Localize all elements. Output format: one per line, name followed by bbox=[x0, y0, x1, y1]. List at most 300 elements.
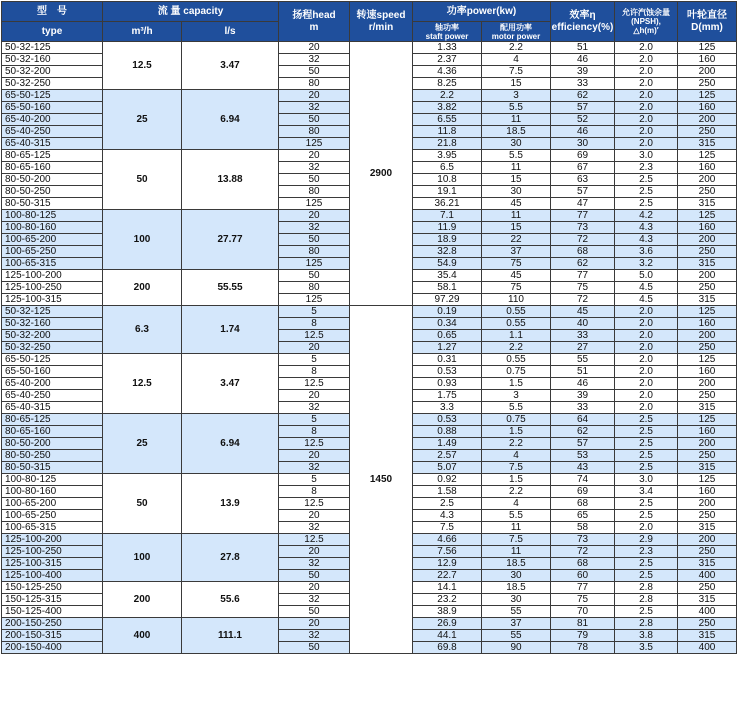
capacity-m3h-cell: 200 bbox=[103, 582, 182, 618]
pump-type-cell: 100-65-250 bbox=[2, 510, 103, 522]
efficiency-cell: 77 bbox=[551, 582, 615, 594]
motor-power-cell: 22 bbox=[482, 234, 551, 246]
head-cell: 20 bbox=[279, 42, 350, 54]
head-cell: 12.5 bbox=[279, 498, 350, 510]
shaft-power-cell: 21.8 bbox=[413, 138, 482, 150]
motor-power-cell: 4 bbox=[482, 498, 551, 510]
shaft-power-cell: 1.49 bbox=[413, 438, 482, 450]
shaft-power-cell: 3.95 bbox=[413, 150, 482, 162]
diameter-cell: 125 bbox=[678, 306, 737, 318]
pump-type-cell: 125-100-250 bbox=[2, 282, 103, 294]
motor-power-cell: 2.2 bbox=[482, 342, 551, 354]
diameter-cell: 200 bbox=[678, 330, 737, 342]
pump-type-cell: 50-32-160 bbox=[2, 54, 103, 66]
diameter-cell: 160 bbox=[678, 162, 737, 174]
diameter-cell: 160 bbox=[678, 366, 737, 378]
shaft-power-cell: 69.8 bbox=[413, 642, 482, 654]
diameter-cell: 315 bbox=[678, 294, 737, 306]
npsh-cell: 3.5 bbox=[615, 642, 678, 654]
diameter-cell: 200 bbox=[678, 114, 737, 126]
head-cell: 12.5 bbox=[279, 534, 350, 546]
motor-power-cell: 90 bbox=[482, 642, 551, 654]
shaft-power-cell: 26.9 bbox=[413, 618, 482, 630]
motor-power-cell: 18.5 bbox=[482, 126, 551, 138]
npsh-cell: 2.0 bbox=[615, 390, 678, 402]
shaft-power-cell: 0.31 bbox=[413, 354, 482, 366]
npsh-header bbox=[615, 2, 678, 42]
efficiency-cell: 73 bbox=[551, 222, 615, 234]
head-cell: 32 bbox=[279, 102, 350, 114]
motor-power-cell: 15 bbox=[482, 222, 551, 234]
head-cell: 12.5 bbox=[279, 438, 350, 450]
head-cell: 125 bbox=[279, 198, 350, 210]
capacity-m3h-cell: 25 bbox=[103, 90, 182, 150]
motor-power-cell: 45 bbox=[482, 198, 551, 210]
npsh-cell: 2.0 bbox=[615, 366, 678, 378]
capacity-ls-cell: 6.94 bbox=[182, 90, 279, 150]
efficiency-cell: 51 bbox=[551, 366, 615, 378]
diameter-cell: 125 bbox=[678, 42, 737, 54]
efficiency-cell: 77 bbox=[551, 270, 615, 282]
capacity-m3h-cell: 6.3 bbox=[103, 306, 182, 354]
npsh-cell: 2.0 bbox=[615, 90, 678, 102]
pump-type-cell: 200-150-315 bbox=[2, 630, 103, 642]
efficiency-cell: 63 bbox=[551, 174, 615, 186]
npsh-cell: 3.4 bbox=[615, 486, 678, 498]
diameter-cell: 125 bbox=[678, 150, 737, 162]
efficiency-cell: 52 bbox=[551, 114, 615, 126]
npsh-cell: 2.5 bbox=[615, 558, 678, 570]
capacity-m3h-cell: 50 bbox=[103, 474, 182, 534]
head-cell: 50 bbox=[279, 570, 350, 582]
motor-power-cell: 45 bbox=[482, 270, 551, 282]
npsh-cell: 2.3 bbox=[615, 546, 678, 558]
motor-power-cell: 55 bbox=[482, 606, 551, 618]
motor-power-cell: 5.5 bbox=[482, 102, 551, 114]
head-cell: 20 bbox=[279, 582, 350, 594]
capacity-ls-cell: 13.88 bbox=[182, 150, 279, 210]
motor-power-cell: 30 bbox=[482, 186, 551, 198]
motor-power-cell: 2.2 bbox=[482, 42, 551, 54]
efficiency-cell: 33 bbox=[551, 78, 615, 90]
shaft-power-cell: 6.55 bbox=[413, 114, 482, 126]
shaft-power-cell: 32.8 bbox=[413, 246, 482, 258]
npsh-header-cn: 允许汽蚀余量 bbox=[622, 8, 671, 17]
head-cell: 20 bbox=[279, 90, 350, 102]
pump-type-cell: 65-40-200 bbox=[2, 378, 103, 390]
speed-header-unit: r/min bbox=[368, 21, 394, 33]
npsh-cell: 2.5 bbox=[615, 606, 678, 618]
capacity-header: 流 量 capacity bbox=[103, 2, 279, 22]
efficiency-cell: 68 bbox=[551, 498, 615, 510]
shaft-power-cell: 44.1 bbox=[413, 630, 482, 642]
npsh-cell: 4.5 bbox=[615, 282, 678, 294]
head-cell: 80 bbox=[279, 186, 350, 198]
npsh-cell: 2.0 bbox=[615, 330, 678, 342]
pump-type-cell: 65-40-250 bbox=[2, 390, 103, 402]
capacity-ls-cell: 55.6 bbox=[182, 582, 279, 618]
motor-power-cell: 2.2 bbox=[482, 486, 551, 498]
efficiency-cell: 55 bbox=[551, 354, 615, 366]
capacity-m3h-cell: 12.5 bbox=[103, 42, 182, 90]
type-header-cn: 型 号 bbox=[2, 2, 103, 22]
shaft-power-cell: 7.1 bbox=[413, 210, 482, 222]
motor-power-cell: 11 bbox=[482, 210, 551, 222]
efficiency-header-cn: 效率η bbox=[569, 9, 596, 21]
pump-type-cell: 50-32-125 bbox=[2, 306, 103, 318]
npsh-cell: 2.8 bbox=[615, 594, 678, 606]
pump-type-cell: 80-50-250 bbox=[2, 186, 103, 198]
capacity-ls-cell: 6.94 bbox=[182, 414, 279, 474]
pump-type-cell: 65-40-250 bbox=[2, 126, 103, 138]
efficiency-cell: 68 bbox=[551, 246, 615, 258]
efficiency-cell: 62 bbox=[551, 90, 615, 102]
head-cell: 8 bbox=[279, 366, 350, 378]
npsh-cell: 3.0 bbox=[615, 150, 678, 162]
motor-power-cell: 7.5 bbox=[482, 462, 551, 474]
motor-power-cell: 37 bbox=[482, 618, 551, 630]
shaft-power-cell: 22.7 bbox=[413, 570, 482, 582]
shaft-power-cell: 1.75 bbox=[413, 390, 482, 402]
motor-power-cell: 2.2 bbox=[482, 438, 551, 450]
diameter-cell: 250 bbox=[678, 582, 737, 594]
pump-type-cell: 50-32-250 bbox=[2, 78, 103, 90]
diameter-cell: 200 bbox=[678, 378, 737, 390]
speed-cell: 2900 bbox=[350, 42, 413, 306]
shaft-power-cell: 2.37 bbox=[413, 54, 482, 66]
diameter-header bbox=[678, 2, 737, 42]
npsh-cell: 2.5 bbox=[615, 450, 678, 462]
npsh-cell: 2.0 bbox=[615, 78, 678, 90]
efficiency-cell: 79 bbox=[551, 630, 615, 642]
npsh-header-en: (NPSH), bbox=[631, 17, 661, 26]
shaft-power-cell: 4.3 bbox=[413, 510, 482, 522]
npsh-cell: 2.0 bbox=[615, 378, 678, 390]
motor-power-cell: 15 bbox=[482, 78, 551, 90]
efficiency-cell: 70 bbox=[551, 606, 615, 618]
diameter-cell: 315 bbox=[678, 402, 737, 414]
efficiency-cell: 51 bbox=[551, 42, 615, 54]
npsh-cell: 2.5 bbox=[615, 186, 678, 198]
pump-type-cell: 100-80-160 bbox=[2, 222, 103, 234]
motor-power-cell: 0.55 bbox=[482, 354, 551, 366]
head-cell: 32 bbox=[279, 54, 350, 66]
shaft-power-cell: 11.8 bbox=[413, 126, 482, 138]
capacity-m3h-cell: 100 bbox=[103, 210, 182, 270]
npsh-cell: 2.5 bbox=[615, 462, 678, 474]
head-cell: 50 bbox=[279, 606, 350, 618]
shaft-power-cell: 1.58 bbox=[413, 486, 482, 498]
head-cell: 20 bbox=[279, 510, 350, 522]
diameter-cell: 160 bbox=[678, 222, 737, 234]
head-cell: 32 bbox=[279, 558, 350, 570]
npsh-cell: 2.5 bbox=[615, 174, 678, 186]
npsh-cell: 2.0 bbox=[615, 66, 678, 78]
diameter-cell: 200 bbox=[678, 270, 737, 282]
capacity-ls-cell: 1.74 bbox=[182, 306, 279, 354]
shaft-power-cell: 4.66 bbox=[413, 534, 482, 546]
capacity-ls-cell: 55.55 bbox=[182, 270, 279, 306]
npsh-cell: 2.5 bbox=[615, 438, 678, 450]
pump-type-cell: 100-80-125 bbox=[2, 210, 103, 222]
diameter-cell: 315 bbox=[678, 462, 737, 474]
motor-power-cell: 55 bbox=[482, 630, 551, 642]
motor-power-cell: 0.75 bbox=[482, 414, 551, 426]
pump-type-cell: 65-50-125 bbox=[2, 90, 103, 102]
head-cell: 8 bbox=[279, 426, 350, 438]
diameter-cell: 200 bbox=[678, 174, 737, 186]
capacity-ls-cell: 27.77 bbox=[182, 210, 279, 270]
efficiency-cell: 46 bbox=[551, 378, 615, 390]
shaft-power-cell: 8.25 bbox=[413, 78, 482, 90]
motor-power-cell: 75 bbox=[482, 258, 551, 270]
motor-power-cell: 18.5 bbox=[482, 558, 551, 570]
head-cell: 32 bbox=[279, 222, 350, 234]
diameter-cell: 400 bbox=[678, 570, 737, 582]
head-cell: 50 bbox=[279, 642, 350, 654]
npsh-cell: 2.3 bbox=[615, 162, 678, 174]
diameter-cell: 250 bbox=[678, 546, 737, 558]
head-cell: 20 bbox=[279, 150, 350, 162]
efficiency-cell: 75 bbox=[551, 282, 615, 294]
diameter-cell: 315 bbox=[678, 630, 737, 642]
capacity-m3h-cell: 50 bbox=[103, 150, 182, 210]
shaft-power-cell: 3.3 bbox=[413, 402, 482, 414]
pump-type-cell: 65-50-125 bbox=[2, 354, 103, 366]
pump-type-cell: 50-32-125 bbox=[2, 42, 103, 54]
shaft-power-cell: 0.92 bbox=[413, 474, 482, 486]
pump-type-cell: 125-100-250 bbox=[2, 546, 103, 558]
diameter-cell: 315 bbox=[678, 138, 737, 150]
diameter-cell: 250 bbox=[678, 126, 737, 138]
type-header-en: type bbox=[2, 22, 103, 42]
npsh-cell: 2.5 bbox=[615, 198, 678, 210]
efficiency-header bbox=[551, 2, 615, 42]
npsh-cell: 4.2 bbox=[615, 210, 678, 222]
shaft-power-cell: 0.65 bbox=[413, 330, 482, 342]
shaft-power-cell: 23.2 bbox=[413, 594, 482, 606]
motor-power-cell: 1.5 bbox=[482, 378, 551, 390]
motor-power-cell: 0.75 bbox=[482, 366, 551, 378]
shaft-power-cell: 97.29 bbox=[413, 294, 482, 306]
table-row bbox=[2, 42, 737, 54]
npsh-cell: 2.0 bbox=[615, 342, 678, 354]
diameter-cell: 315 bbox=[678, 198, 737, 210]
pump-type-cell: 65-50-160 bbox=[2, 366, 103, 378]
pump-table-body bbox=[2, 42, 737, 654]
diameter-cell: 200 bbox=[678, 66, 737, 78]
diameter-cell: 315 bbox=[678, 558, 737, 570]
motor-power-cell: 3 bbox=[482, 90, 551, 102]
shaft-power-cell: 4.36 bbox=[413, 66, 482, 78]
shaft-power-cell: 7.56 bbox=[413, 546, 482, 558]
npsh-cell: 4.3 bbox=[615, 222, 678, 234]
npsh-cell: 3.2 bbox=[615, 258, 678, 270]
pump-type-cell: 50-32-200 bbox=[2, 66, 103, 78]
power-header: 功率power(kw) bbox=[413, 2, 551, 22]
shaft-power-cell: 38.9 bbox=[413, 606, 482, 618]
shaft-power-cell: 0.34 bbox=[413, 318, 482, 330]
npsh-cell: 4.5 bbox=[615, 294, 678, 306]
head-cell: 20 bbox=[279, 618, 350, 630]
pump-type-cell: 50-32-160 bbox=[2, 318, 103, 330]
shaft-power-cell: 5.07 bbox=[413, 462, 482, 474]
capacity-ls-cell: 27.8 bbox=[182, 534, 279, 582]
motor-power-cell: 7.5 bbox=[482, 66, 551, 78]
diameter-cell: 315 bbox=[678, 522, 737, 534]
shaft-power-cell: 7.5 bbox=[413, 522, 482, 534]
head-cell: 125 bbox=[279, 138, 350, 150]
diameter-cell: 160 bbox=[678, 102, 737, 114]
speed-cell: 1450 bbox=[350, 306, 413, 654]
capacity-m3h-cell: 200 bbox=[103, 270, 182, 306]
capacity-m3h-cell: 25 bbox=[103, 414, 182, 474]
shaft-power-cell: 2.2 bbox=[413, 90, 482, 102]
efficiency-cell: 53 bbox=[551, 450, 615, 462]
shaft-power-cell: 3.82 bbox=[413, 102, 482, 114]
diameter-cell: 125 bbox=[678, 90, 737, 102]
npsh-cell: 3.8 bbox=[615, 630, 678, 642]
diameter-cell: 315 bbox=[678, 594, 737, 606]
diameter-cell: 125 bbox=[678, 210, 737, 222]
motor-power-cell: 0.55 bbox=[482, 306, 551, 318]
efficiency-cell: 69 bbox=[551, 486, 615, 498]
pump-type-cell: 80-65-160 bbox=[2, 162, 103, 174]
efficiency-cell: 72 bbox=[551, 234, 615, 246]
npsh-cell: 2.0 bbox=[615, 126, 678, 138]
shaft-power-cell: 2.57 bbox=[413, 450, 482, 462]
shaft-power-cell: 54.9 bbox=[413, 258, 482, 270]
shaft-power-en: staft power bbox=[425, 31, 469, 41]
speed-header-label: 转速speed bbox=[356, 9, 406, 21]
table-row bbox=[2, 306, 737, 318]
npsh-cell: 2.0 bbox=[615, 354, 678, 366]
head-cell: 80 bbox=[279, 246, 350, 258]
pump-type-cell: 65-40-200 bbox=[2, 114, 103, 126]
efficiency-cell: 46 bbox=[551, 126, 615, 138]
capacity-ls-cell: 3.47 bbox=[182, 354, 279, 414]
motor-power-cell: 11 bbox=[482, 114, 551, 126]
efficiency-cell: 72 bbox=[551, 294, 615, 306]
efficiency-cell: 77 bbox=[551, 210, 615, 222]
efficiency-cell: 72 bbox=[551, 546, 615, 558]
diameter-cell: 250 bbox=[678, 342, 737, 354]
efficiency-cell: 81 bbox=[551, 618, 615, 630]
head-cell: 12.5 bbox=[279, 330, 350, 342]
motor-power-cell: 11 bbox=[482, 546, 551, 558]
motor-power-cell: 75 bbox=[482, 282, 551, 294]
diameter-header-en: D(mm) bbox=[691, 21, 723, 33]
head-cell: 32 bbox=[279, 630, 350, 642]
shaft-power-cell: 0.93 bbox=[413, 378, 482, 390]
efficiency-cell: 57 bbox=[551, 438, 615, 450]
head-cell: 12.5 bbox=[279, 378, 350, 390]
efficiency-cell: 62 bbox=[551, 426, 615, 438]
shaft-power-cell: 58.1 bbox=[413, 282, 482, 294]
efficiency-cell: 39 bbox=[551, 66, 615, 78]
efficiency-cell: 30 bbox=[551, 138, 615, 150]
capacity-ls-header: l/s bbox=[182, 22, 279, 42]
shaft-power-cell: 0.88 bbox=[413, 426, 482, 438]
shaft-power-cn: 轴功率 bbox=[435, 22, 459, 32]
diameter-cell: 160 bbox=[678, 426, 737, 438]
motor-power-cell: 5.5 bbox=[482, 150, 551, 162]
npsh-cell: 2.0 bbox=[615, 54, 678, 66]
motor-power-cell: 30 bbox=[482, 138, 551, 150]
capacity-m3h-header: m³/h bbox=[103, 22, 182, 42]
pump-type-cell: 100-65-315 bbox=[2, 258, 103, 270]
npsh-cell: 2.5 bbox=[615, 498, 678, 510]
head-cell: 8 bbox=[279, 486, 350, 498]
shaft-power-cell: 1.27 bbox=[413, 342, 482, 354]
pump-type-cell: 50-32-250 bbox=[2, 342, 103, 354]
head-cell: 50 bbox=[279, 114, 350, 126]
diameter-cell: 250 bbox=[678, 282, 737, 294]
npsh-cell: 3.6 bbox=[615, 246, 678, 258]
efficiency-cell: 47 bbox=[551, 198, 615, 210]
pump-type-cell: 100-65-200 bbox=[2, 234, 103, 246]
head-cell: 20 bbox=[279, 390, 350, 402]
npsh-cell: 2.8 bbox=[615, 582, 678, 594]
motor-power-cell: 11 bbox=[482, 162, 551, 174]
npsh-cell: 2.0 bbox=[615, 522, 678, 534]
shaft-power-cell: 0.19 bbox=[413, 306, 482, 318]
efficiency-cell: 33 bbox=[551, 330, 615, 342]
capacity-m3h-cell: 400 bbox=[103, 618, 182, 654]
head-cell: 50 bbox=[279, 270, 350, 282]
head-cell: 50 bbox=[279, 234, 350, 246]
motor-power-cell: 4 bbox=[482, 54, 551, 66]
pump-type-cell: 125-100-315 bbox=[2, 294, 103, 306]
motor-power-cell: 1.5 bbox=[482, 474, 551, 486]
diameter-cell: 200 bbox=[678, 234, 737, 246]
efficiency-cell: 64 bbox=[551, 414, 615, 426]
efficiency-cell: 58 bbox=[551, 522, 615, 534]
shaft-power-cell: 18.9 bbox=[413, 234, 482, 246]
motor-power-cell: 5.5 bbox=[482, 402, 551, 414]
head-header-label: 扬程head bbox=[292, 9, 336, 21]
diameter-cell: 200 bbox=[678, 438, 737, 450]
efficiency-cell: 74 bbox=[551, 474, 615, 486]
head-cell: 8 bbox=[279, 318, 350, 330]
head-cell: 20 bbox=[279, 342, 350, 354]
head-cell: 125 bbox=[279, 294, 350, 306]
diameter-cell: 250 bbox=[678, 246, 737, 258]
shaft-power-cell: 36.21 bbox=[413, 198, 482, 210]
npsh-cell: 2.0 bbox=[615, 138, 678, 150]
efficiency-cell: 78 bbox=[551, 642, 615, 654]
npsh-cell: 2.5 bbox=[615, 426, 678, 438]
efficiency-cell: 57 bbox=[551, 186, 615, 198]
pump-type-cell: 80-65-125 bbox=[2, 414, 103, 426]
efficiency-cell: 40 bbox=[551, 318, 615, 330]
motor-power-cell: 15 bbox=[482, 174, 551, 186]
head-cell: 20 bbox=[279, 210, 350, 222]
motor-power-header bbox=[482, 22, 551, 42]
shaft-power-cell: 14.1 bbox=[413, 582, 482, 594]
npsh-cell: 2.5 bbox=[615, 414, 678, 426]
capacity-m3h-cell: 100 bbox=[103, 534, 182, 582]
diameter-cell: 315 bbox=[678, 258, 737, 270]
efficiency-cell: 43 bbox=[551, 462, 615, 474]
pump-type-cell: 100-65-200 bbox=[2, 498, 103, 510]
head-cell: 32 bbox=[279, 162, 350, 174]
head-cell: 32 bbox=[279, 402, 350, 414]
speed-header bbox=[350, 2, 413, 42]
pump-type-cell: 200-150-250 bbox=[2, 618, 103, 630]
shaft-power-cell: 19.1 bbox=[413, 186, 482, 198]
capacity-ls-cell: 111.1 bbox=[182, 618, 279, 654]
